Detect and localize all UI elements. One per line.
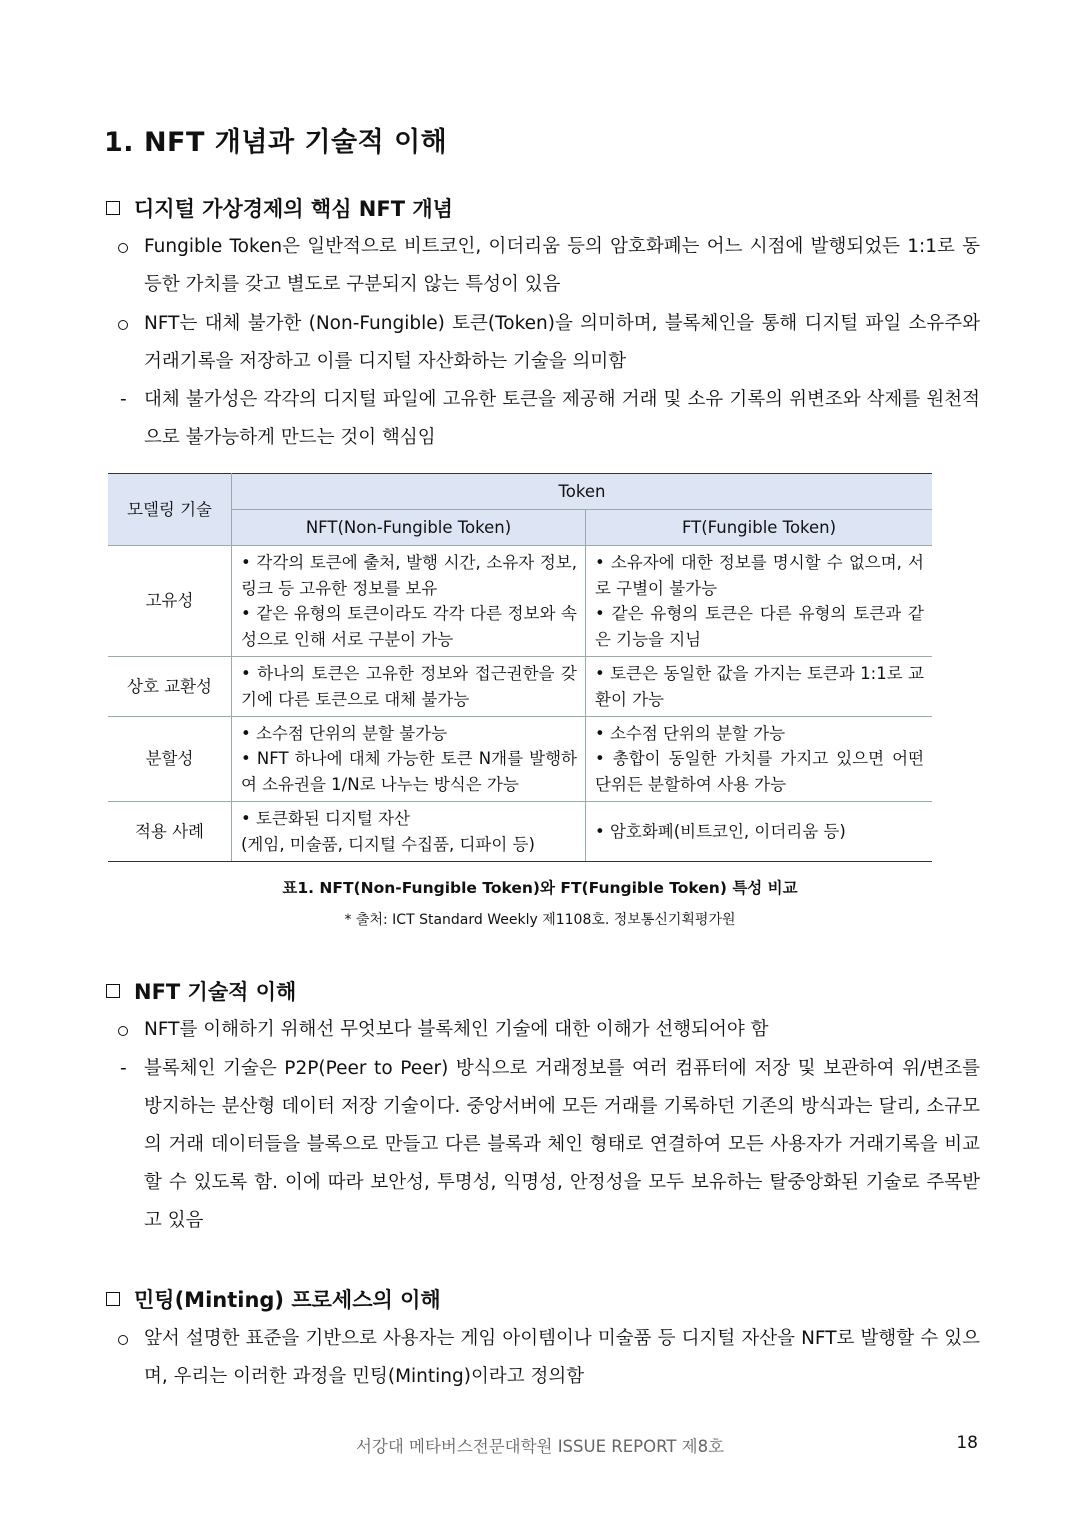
ft-cell <box>586 717 933 802</box>
cell-line: • NFT 하나에 대체 가능한 토큰 N개를 발행하여 소유권을 1/N로 나누는 방식은 가능 <box>241 749 577 794</box>
table-row <box>108 657 932 717</box>
footer-text: 서강대 메타버스전문대학원 ISSUE REPORT 제8호 <box>355 1437 725 1456</box>
nft-cell <box>232 657 586 717</box>
row-label: 상호 교환성 <box>108 657 232 717</box>
table-caption: 표1. NFT(Non-Fungible Token)와 FT(Fungible Token) 특성 비교 <box>282 879 798 897</box>
cell-line: • 각각의 토큰에 출처, 발행 시간, 소유자 정보, 링크 등 고유한 정보를 보유 <box>241 553 577 598</box>
table-group-header: Token <box>232 474 933 510</box>
paragraph-text: NFT는 대체 불가한 (Non-Fungible) 토큰(Token)을 의미하며, 블록체인을 통해 디지털 파일 소유주와 거래기록을 저장하고 이를 디지털 자산화하는 기술을 의미함 <box>144 313 980 372</box>
paragraph-text: 블록체인 기술은 P2P(Peer to Peer) 방식으로 거래정보를 여러 컴퓨터에 저장 및 보관하여 위/변조를 방지하는 분산형 데이터 저장 기술이다. 중앙서버에 모든 거래를 기록하던 기존의 방식과는 달리, 소규모의 거래 데이터들을 블록으로 만들고 다른 블록과 체인 형태로 연결하여 모든 사용자가 거래기록을 비교할 수 있도록 함. 이에 따라 보안성, 투명성, 익명성, 안정성을 모두 보유하는 탈중앙화된 기술로 주목받고 있음 <box>144 1058 980 1231</box>
ft-cell <box>586 546 933 657</box>
section-heading-text: 디지털 가상경제의 핵심 NFT 개념 <box>134 197 453 221</box>
section-heading-text: NFT 기술적 이해 <box>134 980 297 1004</box>
section-heading-nft-concept <box>106 193 453 223</box>
paragraph-text: 앞서 설명한 표준을 기반으로 사용자는 게임 아이템이나 미술품 등 디지털 자산을 NFT로 발행할 수 있으며, 우리는 이러한 과정을 민팅(Minting)이라고 정의함 <box>144 1328 980 1387</box>
cell-line: • 소수점 단위의 분할 불가능 <box>241 723 448 743</box>
cell-line: • 소유자에 대한 정보를 명시할 수 없으며, 서로 구별이 불가능 <box>595 553 924 598</box>
row-label: 적용 사례 <box>108 802 232 862</box>
dash-paragraph <box>116 1050 980 1240</box>
row-label: 고유성 <box>108 546 232 657</box>
column-header-nft: NFT(Non-Fungible Token) <box>232 510 586 546</box>
bullet-paragraph <box>116 1011 980 1049</box>
dash-marker: - <box>120 389 127 410</box>
nft-cell <box>232 546 586 657</box>
table-source: * 출처: ICT Standard Weekly 제1108호. 정보통신기획평가원 <box>344 912 736 928</box>
cell-line: • 총합이 동일한 가치를 가지고 있으면 어떤 단위든 분할하여 사용 가능 <box>595 749 924 794</box>
table-row <box>108 802 932 862</box>
column-header-ft: FT(Fungible Token) <box>586 510 933 546</box>
cell-line: • 토큰은 동일한 값을 가지는 토큰과 1:1로 교환이 가능 <box>595 664 924 709</box>
section-heading-minting <box>106 1284 441 1314</box>
dash-paragraph <box>116 381 980 457</box>
table-row <box>108 717 932 802</box>
cell-line: • 하나의 토큰은 고유한 정보와 접근권한을 갖기에 다른 토큰으로 대체 불가능 <box>241 664 577 709</box>
comparison-table <box>108 473 932 862</box>
cell-line: • 같은 유형의 토큰은 다른 유형의 토큰과 같은 기능을 지님 <box>595 604 924 649</box>
ft-cell <box>586 802 933 862</box>
checkbox-square-icon <box>106 1292 120 1306</box>
table-corner-header: 모델링 기술 <box>108 474 232 546</box>
dash-marker: - <box>120 1058 127 1079</box>
paragraph-text: Fungible Token은 일반적으로 비트코인, 이더리움 등의 암호화폐는 어느 시점에 발행되었든 1:1로 동등한 가치를 갖고 별도로 구분되지 않는 특성이 있음 <box>144 236 980 295</box>
checkbox-square-icon <box>106 984 120 998</box>
paragraph-text: 대체 불가성은 각각의 디지털 파일에 고유한 토큰을 제공해 거래 및 소유 기록의 위변조와 삭제를 원천적으로 불가능하게 만드는 것이 핵심임 <box>144 389 980 448</box>
page-number: 18 <box>956 1433 978 1453</box>
cell-line: • 소수점 단위의 분할 가능 <box>595 723 786 743</box>
ft-cell <box>586 657 933 717</box>
bullet-paragraph <box>116 305 980 381</box>
cell-line: • 암호화폐(비트코인, 이더리움 등) <box>595 821 846 841</box>
bullet-paragraph <box>116 1320 980 1396</box>
cell-line: • 같은 유형의 토큰이라도 각각 다른 정보와 속성으로 인해 서로 구분이 가능 <box>241 604 577 649</box>
checkbox-square-icon <box>106 201 120 215</box>
section-heading-nft-tech <box>106 976 296 1006</box>
cell-line: • 토큰화된 디지털 자산 <box>241 809 410 828</box>
section-heading-text: 민팅(Minting) 프로세스의 이해 <box>134 1288 441 1312</box>
cell-line: (게임, 미술품, 디지털 수집품, 디파이 등) <box>241 834 535 854</box>
row-label: 분할성 <box>108 717 232 802</box>
bullet-paragraph <box>116 228 980 304</box>
paragraph-text: NFT를 이해하기 위해선 무엇보다 블록체인 기술에 대한 이해가 선행되어야 함 <box>144 1019 769 1040</box>
nft-cell <box>232 802 586 862</box>
page-title: 1. NFT 개념과 기술적 이해 <box>104 127 448 158</box>
nft-cell <box>232 717 586 802</box>
table-row <box>108 546 932 657</box>
